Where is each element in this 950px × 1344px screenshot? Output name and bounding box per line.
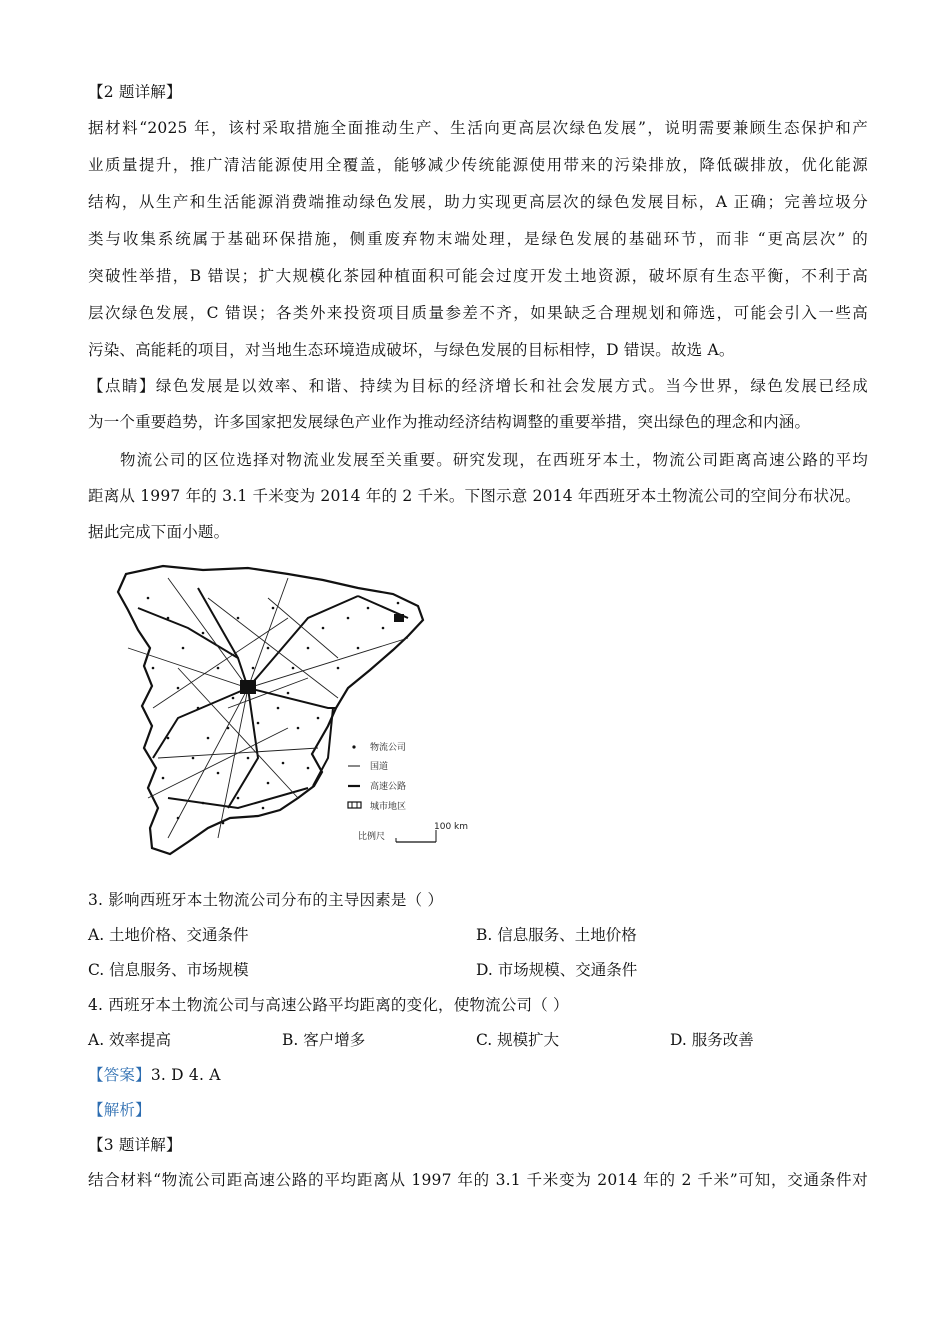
logistics-company-dots	[147, 597, 400, 825]
legend-urban-label: 城市地区	[370, 802, 407, 812]
material-line: 物流公司的区位选择对物流业发展至关重要。研究发现，在西班牙本土，物流公司距离高速公路的平均	[120, 451, 868, 469]
q3-option-c[interactable]: C. 信息服务、市场规模	[88, 961, 249, 979]
legend-highway-label: 高速公路	[370, 782, 407, 792]
urban-area-barcelona	[394, 614, 404, 622]
q4-option-a[interactable]: A. 效率提高	[88, 1031, 172, 1049]
legend-scale-label: 比例尺	[358, 832, 386, 842]
answer-text: 3. D 4. A	[150, 1066, 221, 1084]
material-line: 距离从 1997 年的 3.1 千米变为 2014 年的 2 千米。下图示意 2014 年西班牙本土物流公司的空间分布状况。	[88, 487, 861, 505]
spain-logistics-map	[108, 558, 468, 863]
q2-tip-line: 【点睛】绿色发展是以效率、和谐、持续为目标的经济增长和社会发展方式。当今世界，绿色发展已经成	[88, 377, 868, 395]
map-svg	[108, 558, 468, 863]
material-line: 据此完成下面小题。	[88, 523, 230, 541]
q4-stem: 4. 西班牙本土物流公司与高速公路平均距离的变化，使物流公司（ ）	[88, 996, 569, 1014]
q2-para-line: 据材料“2025 年，该村采取措施全面推动生产、生活向更高层次绿色发展”，说明需要兼顾生态保护和产	[88, 119, 868, 137]
q2-para-line: 污染、高能耗的项目，对当地生态环境造成破坏，与绿色发展的目标相悖，D 错误。故选 A。	[88, 341, 735, 359]
q2-para-line: 突破性举措，B 错误；扩大规模化茶园种植面积可能会过度开发土地资源，破坏原有生态平衡，不利于高	[88, 267, 868, 285]
legend-company-label: 物流公司	[370, 743, 407, 753]
q2-para-line: 层次绿色发展，C 错误；各类外来投资项目质量参差不齐，如果缺乏合理规划和筛选，可能会引入一些高	[88, 304, 868, 322]
q3-detail-line: 结合材料“物流公司距高速公路的平均距离从 1997 年的 3.1 千米变为 2014 年的 2 千米”可知，交通条件对	[88, 1171, 868, 1189]
q2-para-line: 业质量提升，推广清洁能源使用全覆盖，能够减少传统能源使用带来的污染排放，降低碳排放，优化能源	[88, 156, 868, 174]
q2-para-line: 类与收集系统属于基础环保措施，侧重废弃物末端处理，是绿色发展的基础环节，而非 “更高层次” 的	[88, 230, 868, 248]
q2-heading: 【2 题详解】	[88, 83, 182, 101]
urban-area-madrid	[240, 680, 256, 694]
q3-detail-heading: 【3 题详解】	[88, 1136, 182, 1154]
analysis-label: 【解析】	[88, 1101, 151, 1119]
legend-national-road-label: 国道	[370, 762, 389, 772]
q2-para-line: 结构，从生产和生活能源消费端推动绿色发展，助力实现更高层次的绿色发展目标，A 正确；完善垃圾分	[88, 193, 868, 211]
answer-line	[88, 1065, 868, 1085]
q2-tip-line: 为一个重要趋势，许多国家把发展绿色产业作为推动经济结构调整的重要举措，突出绿色的理念和内涵。	[88, 413, 811, 431]
q4-option-d[interactable]: D. 服务改善	[670, 1031, 754, 1049]
q3-option-b[interactable]: B. 信息服务、土地价格	[476, 926, 637, 944]
q4-option-b[interactable]: B. 客户增多	[282, 1031, 366, 1049]
map-legend	[348, 741, 468, 842]
q4-option-c[interactable]: C. 规模扩大	[476, 1031, 560, 1049]
legend-urban-symbol	[348, 802, 361, 808]
q3-option-a[interactable]: A. 土地价格、交通条件	[88, 926, 249, 944]
legend-company-symbol	[352, 745, 355, 748]
q3-stem: 3. 影响西班牙本土物流公司分布的主导因素是（ ）	[88, 891, 444, 909]
legend-scale-value: 100 km	[434, 822, 468, 832]
answer-label: 【答案】	[88, 1066, 151, 1084]
highway-lines	[138, 588, 408, 808]
q3-option-d[interactable]: D. 市场规模、交通条件	[476, 961, 638, 979]
